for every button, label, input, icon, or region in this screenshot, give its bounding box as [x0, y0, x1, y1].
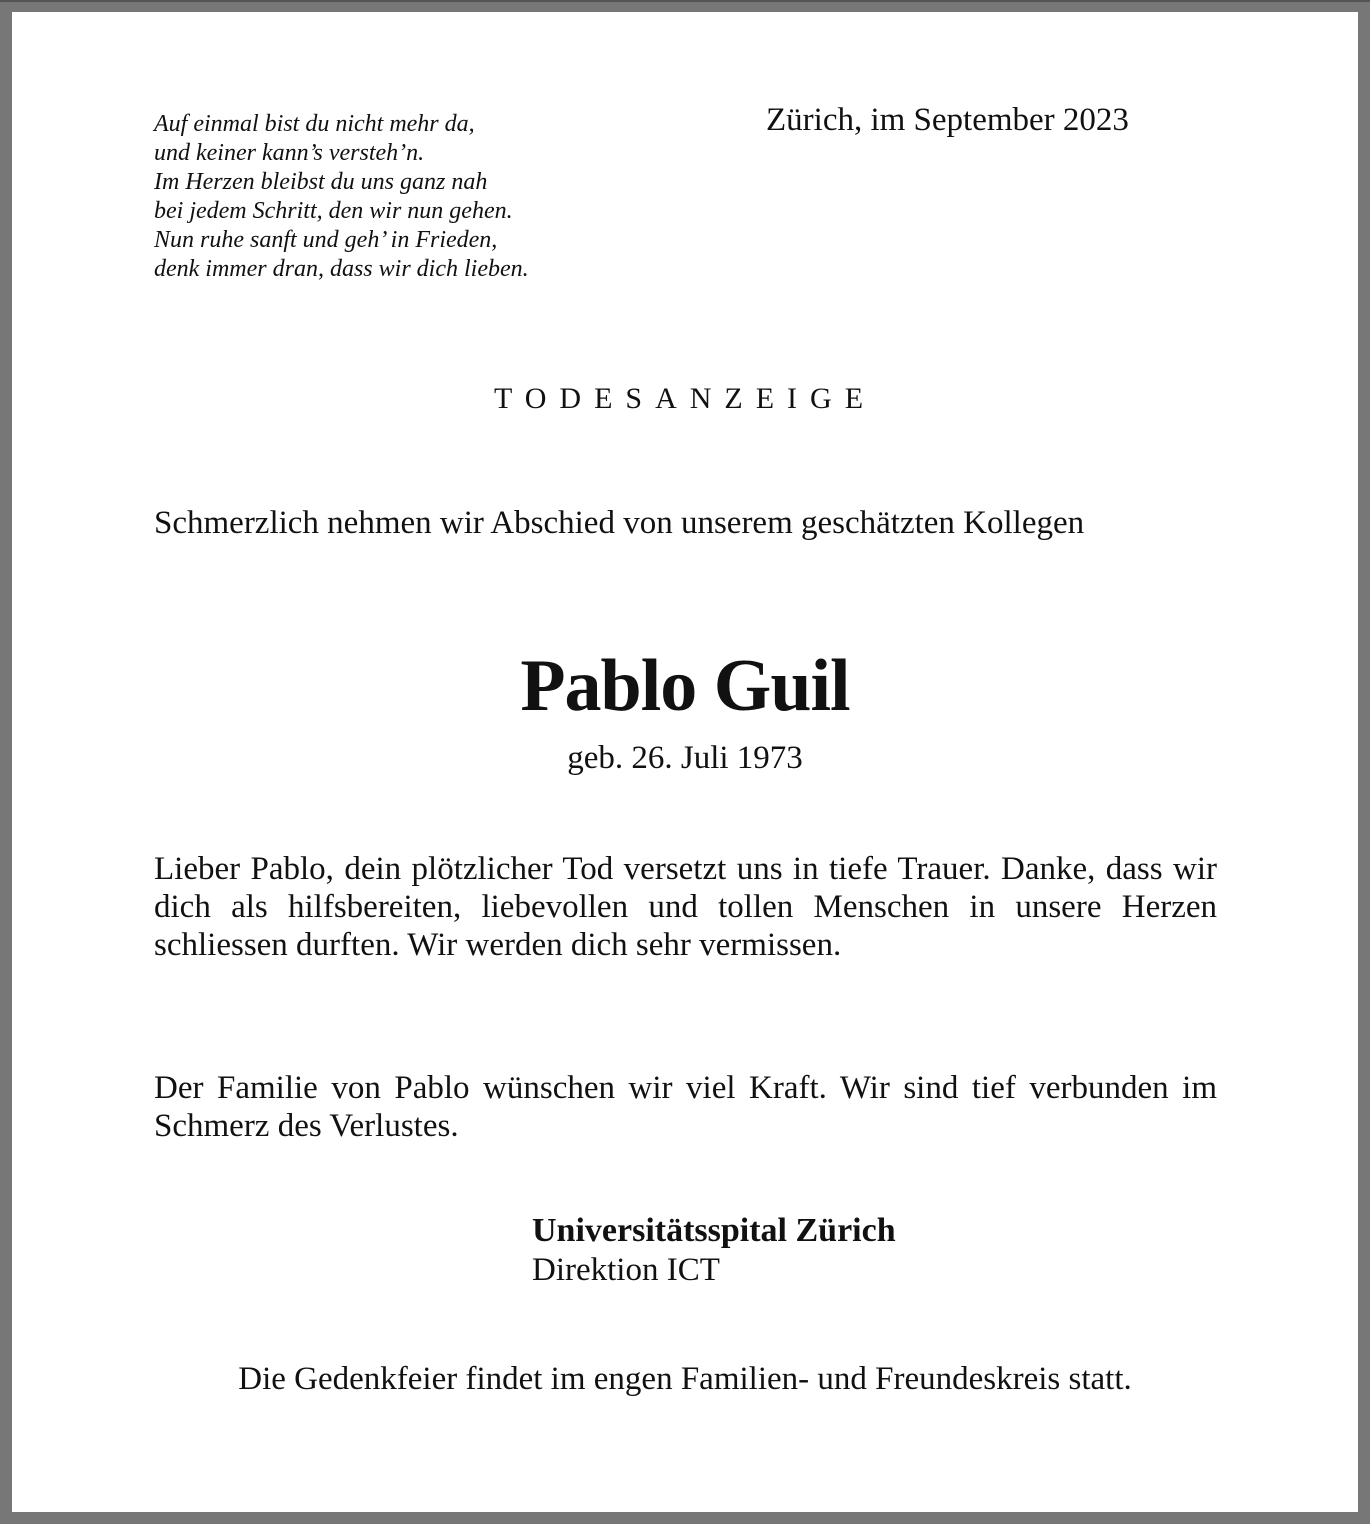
poem-line: und keiner kann’s versteh’n.	[154, 140, 425, 166]
family-text: Der Familie von Pablo wünschen wir viel Kraft. Wir sind tief verbunden im Schmerz des Verlustes.	[154, 1070, 1217, 1144]
message-text: Lieber Pablo, dein plötzlicher Tod versetzt uns in tiefe Trauer. Danke, dass wir dich als hilfsbereiten, liebevollen und tollen Menschen in unsere Herzen schliessen durften. Wir werden dich sehr vermissen.	[154, 851, 1217, 963]
footer-note: Die Gedenkfeier findet im engen Familien- und Freundeskreis statt.	[238, 1361, 1132, 1397]
window-top-edge	[0, 0, 1370, 2]
signature-department: Direktion ICT	[532, 1252, 720, 1288]
heading: TODESANZEIGE	[493, 382, 877, 415]
poem	[154, 110, 529, 284]
birth-date: geb. 26. Juli 1973	[567, 740, 803, 776]
poem-line: denk immer dran, dass wir dich lieben.	[154, 256, 529, 282]
poem-line: Nun ruhe sanft und geh’ in Frieden,	[154, 227, 498, 253]
poem-line: Im Herzen bleibst du uns ganz nah	[154, 169, 488, 195]
signature-organization: Universitätsspital Zürich	[532, 1212, 896, 1249]
poem-line: Auf einmal bist du nicht mehr da,	[154, 111, 475, 137]
deceased-name: Pablo Guil	[520, 645, 850, 727]
intro-text: Schmerzlich nehmen wir Abschied von unserem geschätzten Kollegen	[154, 505, 1085, 541]
poem-line: bei jedem Schritt, den wir nun gehen.	[154, 198, 513, 224]
document-page	[12, 12, 1358, 1512]
place-date: Zürich, im September 2023	[766, 102, 1129, 138]
